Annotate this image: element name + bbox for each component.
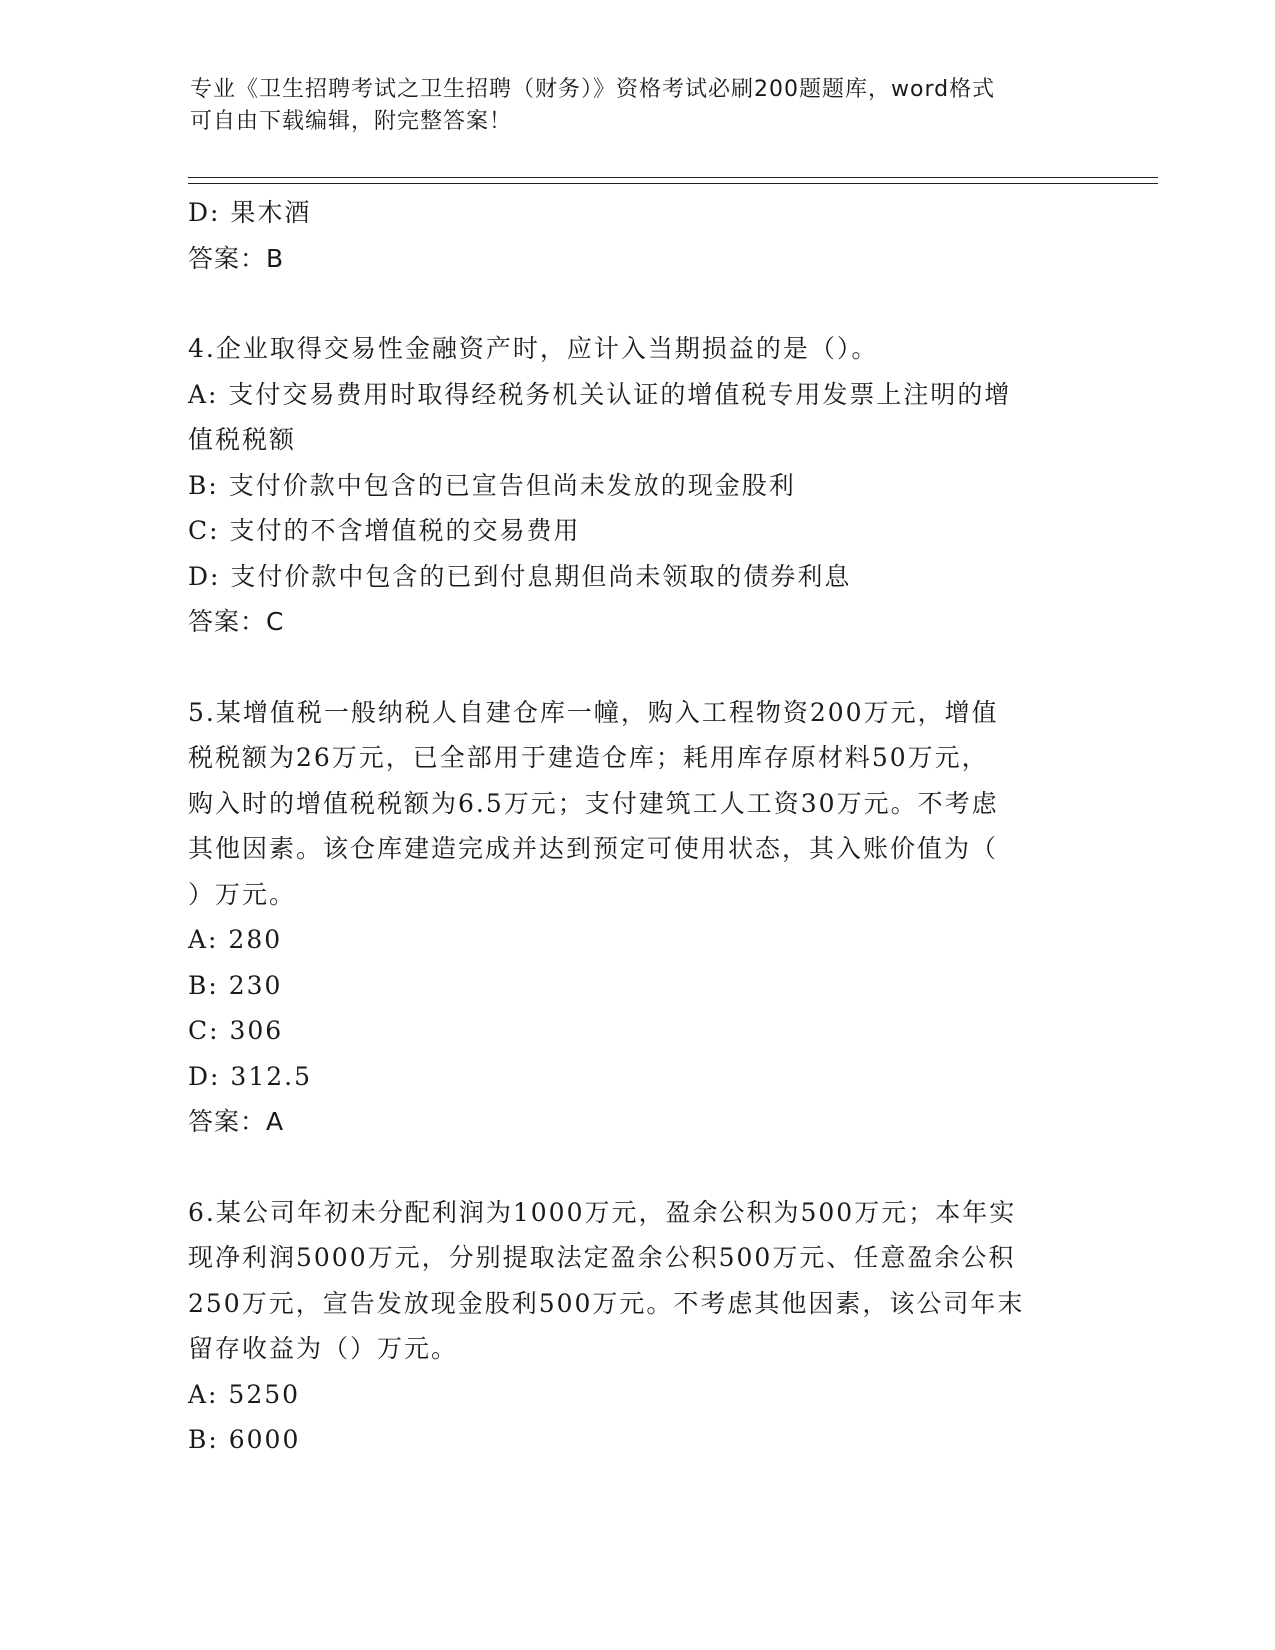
option-a: A: 280: [188, 925, 283, 954]
question-3-tail: [188, 190, 1088, 281]
stem-line: 其他因素。该仓库建造完成并达到预定可使用状态，其入账价值为（: [188, 834, 999, 863]
stem-line: 6.某公司年初未分配利润为1000万元，盈余公积为500万元；本年实: [188, 1197, 1017, 1227]
stem-line: 现净利润5000万元，分别提取法定盈余公积500万元、任意盈余公积: [188, 1243, 1016, 1272]
option-b: B: 支付价款中包含的已宣告但尚未发放的现金股利: [188, 470, 796, 500]
question-4: [188, 326, 1088, 645]
stem-line: 税税额为26万元，已全部用于建造仓库；耗用库存原材料50万元，: [188, 743, 989, 772]
option-d: D: 果木酒: [188, 198, 312, 227]
question-stem: 4.企业取得交易性金融资产时，应计入当期损益的是（）。: [188, 334, 879, 363]
stem-line: ）万元。: [188, 879, 297, 909]
option-a-line-1: A: 支付交易费用时取得经税务机关认证的增值税专用发票上注明的增: [188, 379, 1012, 409]
answer-line: 答案：B: [188, 243, 285, 273]
answer-line: 答案：A: [188, 1107, 285, 1136]
question-stem: [188, 690, 1088, 918]
header-title-line-2: 可自由下载编辑，附完整答案！: [190, 109, 513, 134]
stem-line: 250万元，宣告发放现金股利500万元。不考虑其他因素，该公司年末: [188, 1288, 1025, 1318]
header-title-line-1: 专业《卫生招聘考试之卫生招聘（财务）》资格考试必刷200题题库，word格式: [190, 77, 996, 102]
option-d: D: 312.5: [188, 1061, 312, 1091]
spacer: [188, 1145, 1088, 1190]
answer-line: 答案：C: [188, 607, 285, 636]
stem-line: 留存收益为（）万元。: [188, 1334, 459, 1363]
stem-line: 5.某增值税一般纳税人自建仓库一幢，购入工程物资200万元，增值: [188, 697, 999, 727]
header-rule-top: [188, 177, 1158, 178]
question-5: [188, 690, 1088, 1145]
option-c: C: 支付的不含增值税的交易费用: [188, 516, 581, 545]
document-header: [190, 74, 1090, 138]
document-body: [188, 190, 1088, 1463]
spacer: [188, 281, 1088, 326]
option-c: C: 306: [188, 1016, 284, 1045]
spacer: [188, 645, 1088, 690]
option-b: B: 6000: [188, 1425, 301, 1454]
option-b: B: 230: [188, 970, 283, 1000]
question-6: [188, 1190, 1088, 1463]
stem-line: 购入时的增值税税额为6.5万元；支付建筑工人工资30万元。不考虑: [188, 788, 999, 818]
option-d: D: 支付价款中包含的已到付息期但尚未领取的债券利息: [188, 561, 852, 591]
question-stem: [188, 1190, 1088, 1372]
header-rule-bottom: [188, 183, 1158, 184]
option-a: A: 5250: [188, 1379, 301, 1409]
option-a-line-2: 值税税额: [188, 425, 297, 454]
